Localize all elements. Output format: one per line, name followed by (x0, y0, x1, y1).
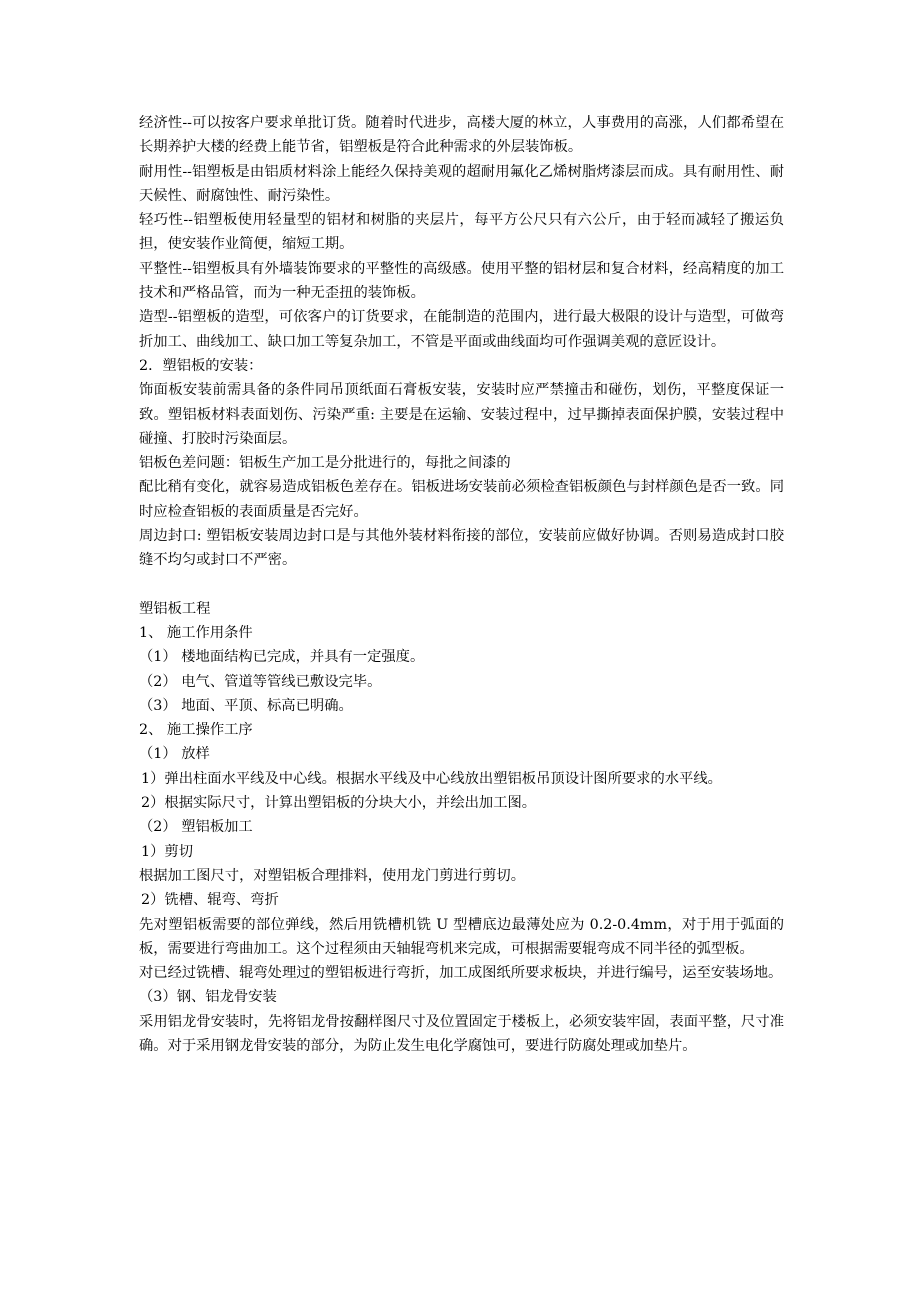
section-title-project: 塑铝板工程 (139, 600, 211, 617)
paragraph-keel-installation: 采用铝龙骨安装时，先将铝龙骨按翻样图尺寸及位置固定于楼板上，必须安装牢固，表面平整，尺寸准确。对于采用钢龙骨安装的部分，为防止发生电化学腐蚀可，要进行防腐处理或加垫片。 (139, 1013, 784, 1054)
step-milling: 2）铣槽、辊弯、弯折 (141, 892, 279, 909)
paragraph-shaping: 造型--铝塑板的造型，可依客户的订货要求，在能制造的范围内，进行最大极限的设计与造型，可做弯折加工、曲线加工、缺口加工等复杂加工，不管是平面或曲线面均可作强调美观的意匠设计。 (139, 309, 784, 350)
step-cutting: 1）剪切 (141, 843, 193, 860)
document-body (139, 111, 784, 1058)
paragraph-flatness: 平整性--铝塑板具有外墙装饰要求的平整性的高级感。使用平整的铝材层和复合材料，经高精度的加工技术和严格品管，而为一种无歪扭的装饰板。 (139, 260, 784, 302)
paragraph-lightweight: 轻巧性--铝塑板使用轻量型的铝材和树脂的夹层片，每平方公尺只有六公斤，由于轻而减轻了搬运负担，使安装作业简便，缩短工期。 (139, 212, 784, 253)
section-spacer (139, 573, 784, 597)
paragraph-economy: 经济性--可以按客户要求单批订货。随着时代进步，高楼大厦的林立，人事费用的高涨，人们都希望在长期养护大楼的经费上能节省，铝塑板是符合此种需求的外层装饰板。 (139, 115, 784, 156)
list-item-condition-3: （3） 地面、平顶、标高已明确。 (139, 697, 353, 714)
heading-procedures: 2、 施工操作工序 (139, 722, 253, 739)
list-item-condition-2: （2） 电气、管道等管线已敷设完毕。 (139, 673, 382, 690)
paragraph-cutting: 根据加工图尺寸，对塑铝板合理排料，使用龙门剪进行剪切。 (139, 867, 526, 884)
step-layout-2: 2）根据实际尺寸，计算出塑铝板的分块大小，并绘出加工图。 (141, 795, 537, 812)
list-item-condition-1: （1） 楼地面结构已完成，并具有一定强度。 (139, 649, 425, 666)
paragraph-installation-conditions: 饰面板安装前需具备的条件同吊顶纸面石膏板安装，安装时应严禁撞击和碰伤，划伤，平整度保证一致。塑铝板材料表面划伤、污染严重: 主要是在运输、安装过程中，过早撕掉表面保护膜，安装过程中碰撞、打胶时污染面层。 (139, 382, 784, 447)
heading-conditions: 1、 施工作用条件 (139, 624, 253, 641)
paragraph-edge-sealing: 周边封口: 塑铝板安装周边封口是与其他外装材料衔接的部位，安装前应做好协调。否则易造成封口胶缝不均匀或封口不严密。 (139, 528, 784, 569)
step-layout-1: 1）弹出柱面水平线及中心线。根据水平线及中心线放出塑铝板吊顶设计图所要求的水平线。 (141, 770, 722, 787)
paragraph-bending: 对已经过铣槽、辊弯处理过的塑铝板进行弯折，加工成图纸所要求板块，并进行编号，运至安装场地。 (139, 965, 783, 982)
paragraph-color-difference-cont: 配比稍有变化，就容易造成铝板色差存在。铝板进场安装前必须检查铝板颜色与封样颜色是否一致。同时应检查铝板的表面质量是否完好。 (139, 479, 784, 520)
subheading-keel-installation: （3）钢、铝龙骨安装 (139, 989, 277, 1006)
paragraph-durability: 耐用性--铝塑板是由铝质材料涂上能经久保持美观的超耐用氟化乙烯树脂烤漆层而成。具有耐用性、耐天候性、耐腐蚀性、耐污染性。 (139, 163, 784, 204)
paragraph-milling: 先对塑铝板需要的部位弹线，然后用铣槽机铣 U 型槽底边最薄处应为 0.2-0.4mm，对于用于弧面的板，需要进行弯曲加工。这个过程须由天轴辊弯机来完成，可根据需要辊弯成不同半径的弧型板。 (139, 916, 784, 957)
subheading-processing: （2） 塑铝板加工 (139, 819, 253, 836)
section-heading-installation: 2．塑铝板的安装： (139, 357, 263, 374)
paragraph-color-difference: 铝板色差问题：铝板生产加工是分批进行的，每批之间漆的 (139, 455, 511, 472)
subheading-layout: （1） 放样 (139, 746, 210, 763)
